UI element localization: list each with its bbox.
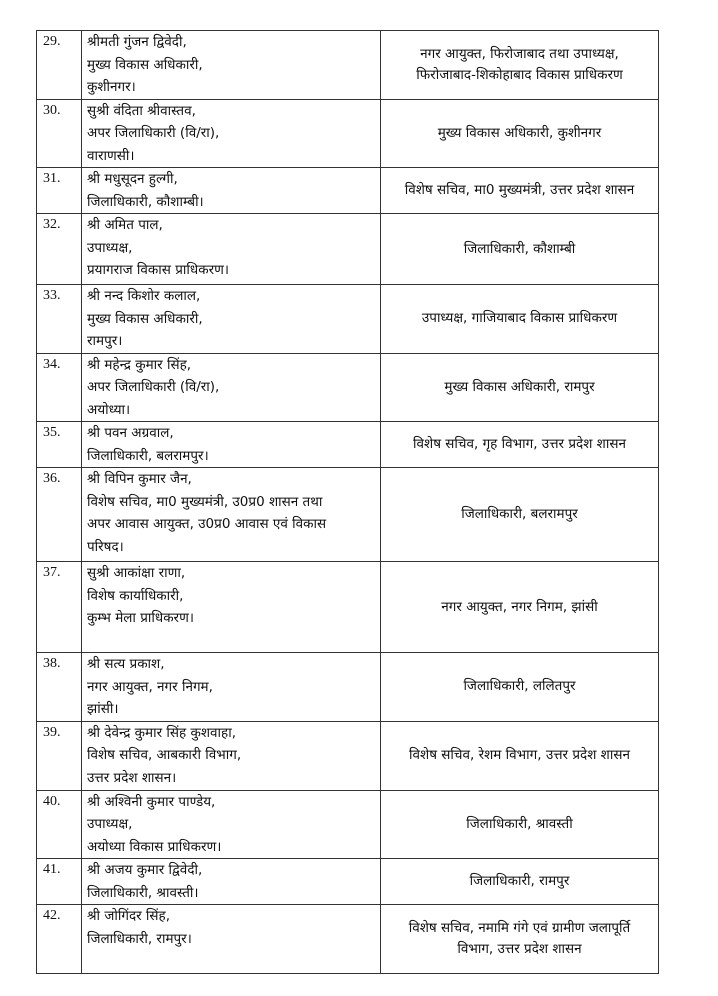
table-row <box>37 468 659 562</box>
posting-line: उपाध्यक्ष, गाजियाबाद विकास प्राधिकरण <box>421 310 618 327</box>
serial-number: 41. <box>37 859 82 905</box>
name-line: श्री अमित पाल, <box>87 217 163 233</box>
name-line: अपर आवास आयुक्त, उ0प्र0 आवास एवं विकास <box>87 516 327 532</box>
serial-number: 40. <box>37 790 82 859</box>
posting-line: नगर आयुक्त, नगर निगम, झांसी <box>441 598 598 615</box>
officer-name-current-post <box>82 99 381 168</box>
officer-name-current-post <box>82 721 381 790</box>
serial-number: 29. <box>37 31 82 100</box>
serial-number: 32. <box>37 214 82 285</box>
officer-name-current-post <box>82 653 381 722</box>
serial-number: 34. <box>37 353 82 422</box>
new-posting <box>381 905 659 974</box>
name-line: परिषद। <box>87 538 124 555</box>
officer-name-current-post <box>82 468 381 562</box>
table-row <box>37 790 659 859</box>
new-posting <box>381 99 659 168</box>
name-line: प्रयागराज विकास प्राधिकरण। <box>87 262 229 278</box>
name-line: विशेष कार्याधिकारी, <box>87 587 184 604</box>
posting-line: विभाग, उत्तर प्रदेश शासन <box>457 941 582 957</box>
new-posting <box>381 790 659 859</box>
name-line: श्री पवन अग्रवाल, <box>87 425 174 441</box>
name-line: श्री अजय कुमार द्विवेदी, <box>87 862 203 878</box>
name-line: जिलाधिकारी, रामपुर। <box>87 930 192 947</box>
posting-line: जिलाधिकारी, बलरामपुर <box>461 506 578 522</box>
table-row <box>37 99 659 168</box>
name-line: उपाध्यक्ष, <box>87 239 133 256</box>
posting-line: फिरोजाबाद-शिकोहाबाद विकास प्राधिकरण <box>416 66 623 83</box>
name-line: अयोध्या। <box>87 401 131 418</box>
officer-name-current-post <box>82 790 381 859</box>
name-line: नगर आयुक्त, नगर निगम, <box>87 678 213 695</box>
name-line: श्री मधुसूदन हुल्गी, <box>87 171 178 187</box>
name-line: श्री विपिन कुमार जैन, <box>87 471 192 487</box>
serial-number: 36. <box>37 468 82 562</box>
new-posting <box>381 422 659 468</box>
posting-line: जिलाधिकारी, ललितपुर <box>463 678 576 695</box>
officer-name-current-post <box>82 31 381 100</box>
table-row <box>37 285 659 354</box>
serial-number: 35. <box>37 422 82 468</box>
officer-name-current-post <box>82 859 381 905</box>
name-line: श्री नन्द किशोर कलाल, <box>87 288 201 304</box>
name-line: मुख्य विकास अधिकारी, <box>87 56 203 73</box>
name-line: श्री देवेन्द्र कुमार सिंह कुशवाहा, <box>87 724 236 741</box>
name-line: विशेष सचिव, मा0 मुख्यमंत्री, उ0प्र0 शासन तथा <box>87 493 323 510</box>
serial-number: 42. <box>37 905 82 974</box>
name-line: अयोध्या विकास प्राधिकरण। <box>87 838 222 855</box>
name-line: श्री जोगिंदर सिंह, <box>87 908 171 924</box>
posting-line: विशेष सचिव, नमामि गंगे एवं ग्रामीण जलापूर्ति <box>408 920 631 936</box>
posting-line: जिलाधिकारी, रामपुर <box>469 873 570 889</box>
new-posting <box>381 653 659 722</box>
table-row <box>37 905 659 974</box>
name-line: श्री सत्य प्रकाश, <box>87 656 165 672</box>
name-line: कुशीनगर। <box>87 79 136 95</box>
new-posting <box>381 214 659 285</box>
posting-line: विशेष सचिव, गृह विभाग, उत्तर प्रदेश शासन <box>413 436 626 452</box>
table-row <box>37 653 659 722</box>
posting-line: विशेष सचिव, रेशम विभाग, उत्तर प्रदेश शासन <box>409 747 630 763</box>
serial-number: 38. <box>37 653 82 722</box>
table-row <box>37 562 659 653</box>
new-posting <box>381 285 659 354</box>
officer-name-current-post <box>82 214 381 285</box>
name-line: सुश्री वंदिता श्रीवास्तव, <box>87 102 196 119</box>
name-line: जिलाधिकारी, बलरामपुर। <box>87 447 209 464</box>
officer-name-current-post <box>82 905 381 974</box>
table-row <box>37 353 659 422</box>
serial-number: 39. <box>37 721 82 790</box>
new-posting <box>381 353 659 422</box>
new-posting <box>381 31 659 100</box>
table-row <box>37 31 659 100</box>
table-row <box>37 859 659 905</box>
officer-name-current-post <box>82 562 381 653</box>
name-line: कुम्भ मेला प्राधिकरण। <box>87 610 194 626</box>
table-row <box>37 214 659 285</box>
new-posting <box>381 859 659 905</box>
name-line: वाराणसी। <box>87 147 135 164</box>
table-row <box>37 422 659 468</box>
officer-name-current-post <box>82 353 381 422</box>
new-posting <box>381 168 659 214</box>
posting-line: मुख्य विकास अधिकारी, रामपुर <box>444 378 595 395</box>
name-line: जिलाधिकारी, श्रावस्ती। <box>87 884 199 901</box>
officer-name-current-post <box>82 422 381 468</box>
serial-number: 30. <box>37 99 82 168</box>
serial-number: 37. <box>37 562 82 653</box>
transfer-table <box>36 30 659 974</box>
name-line: मुख्य विकास अधिकारी, <box>87 310 203 327</box>
officer-name-current-post <box>82 285 381 354</box>
name-line: रामपुर। <box>87 333 123 349</box>
posting-line: मुख्य विकास अधिकारी, कुशीनगर <box>437 124 602 141</box>
table-row <box>37 168 659 214</box>
new-posting <box>381 721 659 790</box>
posting-line: जिलाधिकारी, कौशाम्बी <box>463 240 576 257</box>
posting-line: विशेष सचिव, मा0 मुख्यमंत्री, उत्तर प्रदेश शासन <box>404 182 635 198</box>
name-line: श्रीमती गुंजन द्विवेदी, <box>87 34 187 50</box>
table-row <box>37 721 659 790</box>
name-line: विशेष सचिव, आबकारी विभाग, <box>87 747 242 763</box>
serial-number: 31. <box>37 168 82 214</box>
officer-name-current-post <box>82 168 381 214</box>
posting-line: जिलाधिकारी, श्रावस्ती <box>466 815 573 832</box>
name-line: अपर जिलाधिकारी (वि/रा), <box>87 125 220 141</box>
serial-number: 33. <box>37 285 82 354</box>
name-line: उपाध्यक्ष, <box>87 816 133 832</box>
new-posting <box>381 468 659 562</box>
name-line: सुश्री आकांक्षा राणा, <box>87 565 186 581</box>
posting-line: नगर आयुक्त, फिरोजाबाद तथा उपाध्यक्ष, <box>420 45 619 62</box>
name-line: श्री अश्विनी कुमार पाण्डेय, <box>87 793 216 810</box>
name-line: श्री महेन्द्र कुमार सिंह, <box>87 356 192 373</box>
name-line: जिलाधिकारी, कौशाम्बी। <box>87 193 204 210</box>
new-posting <box>381 562 659 653</box>
name-line: अपर जिलाधिकारी (वि/रा), <box>87 379 220 395</box>
name-line: उत्तर प्रदेश शासन। <box>87 769 177 786</box>
name-line: झांसी। <box>87 701 119 717</box>
